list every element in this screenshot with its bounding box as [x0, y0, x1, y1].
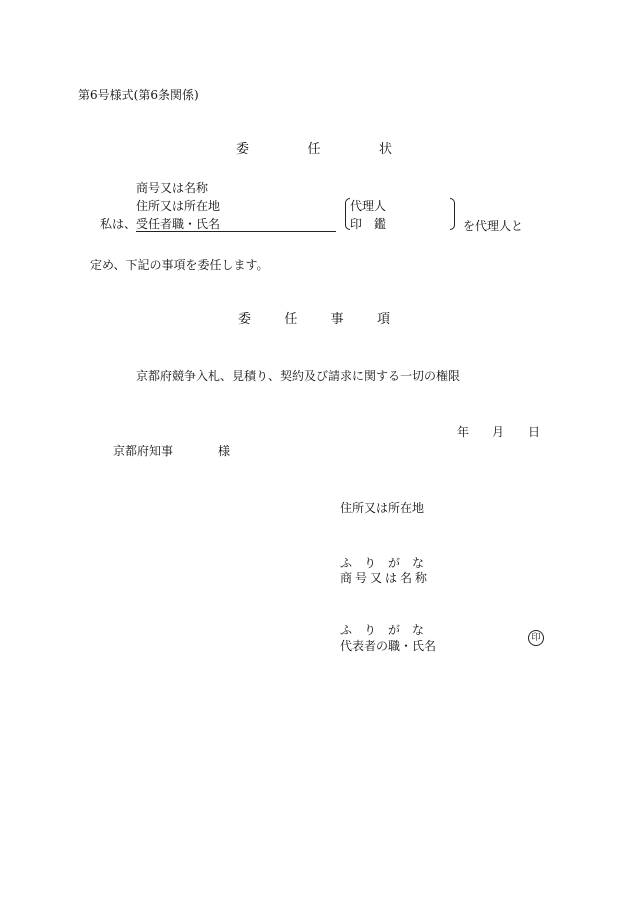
trade-name-text: 商号又は名称 [136, 181, 209, 195]
delegate-label: 受任者職・氏名 [136, 217, 221, 231]
principal-trade-name-label [136, 181, 220, 195]
form-number: 第6号様式(第6条関係) [78, 88, 199, 102]
delegation-continuation: 定め、下記の事項を委任します。 [90, 258, 269, 272]
agent-label: 代理人 [350, 199, 387, 213]
matters-title [238, 312, 390, 327]
applicant-furigana-1: ふ り が な [340, 556, 425, 570]
principal-address-label: 住所又は所在地 [136, 199, 221, 213]
date-month: 月 [492, 425, 505, 439]
right-bracket [450, 198, 455, 230]
principal-intro: 私は、 [100, 217, 137, 231]
applicant-representative-label: 代表者の職・氏名 [340, 639, 437, 653]
addressee-honorific: 様 [218, 444, 231, 458]
applicant-address-label: 住所又は所在地 [340, 501, 425, 515]
document-title [236, 142, 392, 157]
matters-title-char: 任 [284, 312, 298, 327]
title-char: 状 [378, 142, 392, 157]
matters-title-char: 委 [238, 312, 252, 327]
matters-title-char: 事 [330, 312, 344, 327]
seal-label: 印 鑑 [350, 217, 387, 231]
applicant-trade-name-label: 商号又は名称 [340, 571, 431, 585]
addressee-name: 京都府知事 [113, 444, 174, 458]
applicant-furigana-2: ふ り が な [340, 623, 425, 637]
title-char: 任 [307, 142, 321, 157]
date-year: 年 [457, 425, 470, 439]
matters-title-char: 項 [376, 312, 390, 327]
delegate-suffix: を代理人と [463, 219, 524, 233]
title-char: 委 [236, 142, 250, 157]
delegate-underline [136, 231, 336, 232]
authority-text: 京都府競争入札、見積り、契約及び請求に関する一切の権限 [136, 369, 461, 383]
date-day: 日 [528, 425, 541, 439]
seal-mark-icon: 印 [528, 630, 544, 646]
